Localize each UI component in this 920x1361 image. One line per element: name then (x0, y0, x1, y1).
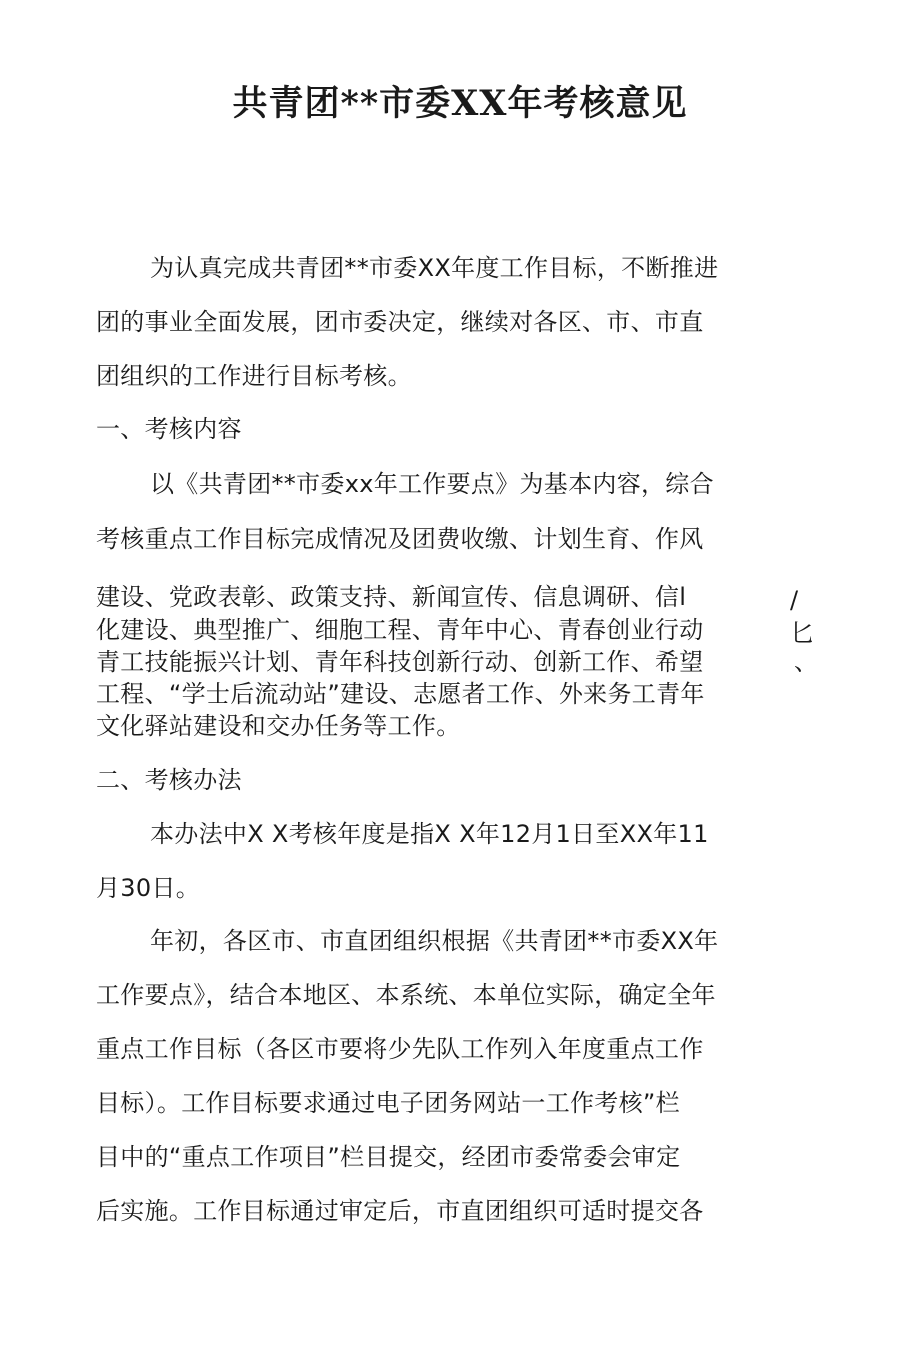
document-title: 共青团**市委XX年考核意见 (232, 83, 688, 124)
paragraph-line: 工作要点》，结合本地区、本系统、本单位实际，确定全年 (96, 981, 716, 1009)
paragraph-line: 重点工作目标（各区市要将少先队工作列入年度重点工作 (96, 1035, 704, 1063)
paragraph-line: 青工技能振兴计划、青年科技创新行动、创新工作、希望 (96, 648, 704, 676)
paragraph-line: 月30日。 (96, 874, 201, 902)
paragraph-line: 以《共青团**市委xx年工作要点》为基本内容，综合 (150, 470, 714, 498)
paragraph-line: 团组织的工作进行目标考核。 (96, 362, 412, 390)
margin-mark: / (790, 586, 799, 614)
section-heading: 二、考核办法 (96, 766, 242, 794)
paragraph-line: 本办法中X X考核年度是指X X年12月1日至XX年11 (150, 820, 709, 848)
paragraph-line: 目标）。工作目标要求通过电子团务网站一工作考核”栏 (96, 1089, 680, 1117)
paragraph-line: 工程、“学士后流动站”建设、志愿者工作、外来务工青年 (96, 680, 705, 708)
paragraph-line: 建设、党政表彰、政策支持、新闻宣传、信息调研、信l (96, 583, 687, 611)
paragraph-line: 年初，各区市、市直团组织根据《共青团**市委XX年 (150, 927, 719, 955)
section-heading: 一、考核内容 (96, 415, 242, 443)
paragraph-line: 目中的“重点工作项目”栏目提交，经团市委常委会审定 (96, 1143, 681, 1171)
margin-mark: 、 (794, 648, 818, 676)
paragraph-line: 团的事业全面发展，团市委决定，继续对各区、市、市直 (96, 308, 704, 336)
paragraph-line: 后实施。工作目标通过审定后，市直团组织可适时提交各 (96, 1197, 704, 1225)
paragraph-line: 化建设、典型推广、细胞工程、青年中心、青春创业行动 (96, 616, 704, 644)
paragraph-line: 文化驿站建设和交办任务等工作。 (96, 712, 461, 740)
paragraph-line: 为认真完成共青团**市委XX年度工作目标，不断推进 (150, 254, 719, 282)
margin-mark: 匕 (790, 619, 814, 647)
paragraph-line: 考核重点工作目标完成情况及团费收缴、计划生育、作风 (96, 525, 704, 553)
